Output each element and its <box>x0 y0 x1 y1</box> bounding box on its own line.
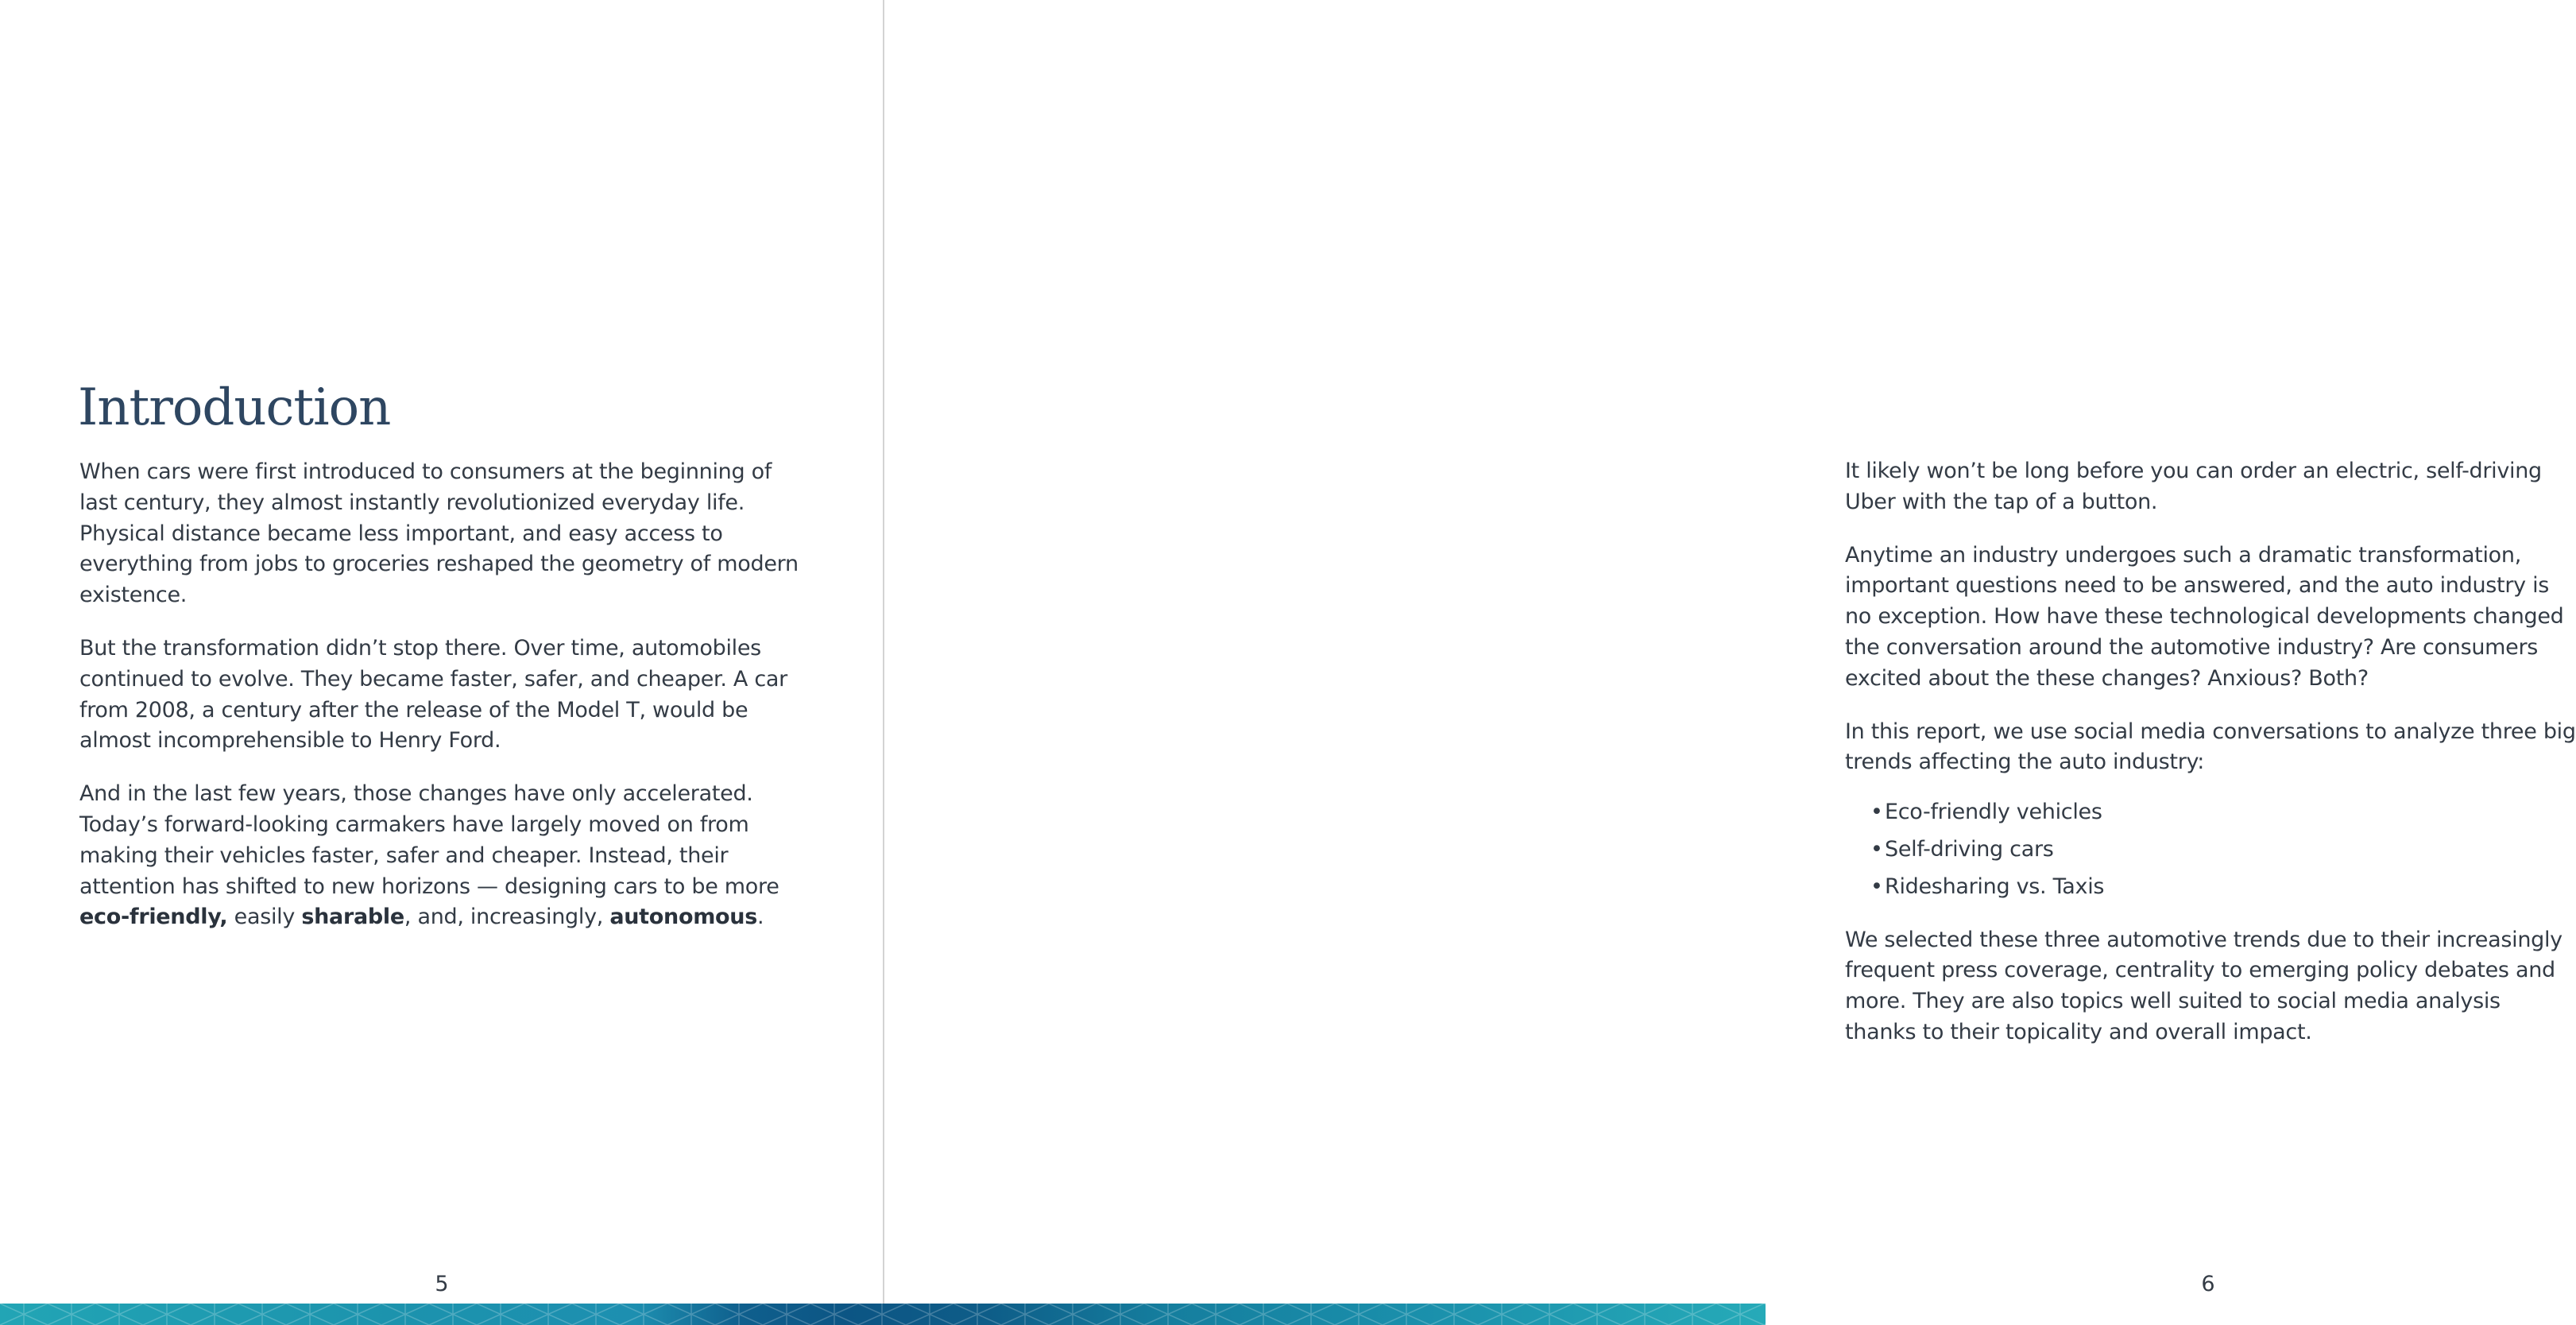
footer-decorative-band <box>0 1304 1766 1325</box>
list-item: •Ridesharing vs. Taxis <box>1870 872 2576 903</box>
paragraph: We selected these three automotive trends due to their increasingly frequent press coverage, centrality to emerging policy debates and more. They are also topics well suited to social media analysis thanks to their topicality and overall impact. <box>1845 927 2562 1044</box>
page-right <box>884 0 2576 1325</box>
right-body <box>1845 456 2576 1071</box>
bullet-icon: • <box>1870 874 1883 899</box>
page-title: Introduction <box>78 378 391 437</box>
paragraph-text: , and, increasingly, <box>404 905 610 930</box>
paragraph: When cars were first introduced to consumers at the beginning of last century, they almost instantly revolutionized everyday life. Physical distance became less important, and easy access to everything from jobs to groceries reshaped the geometry of modern existence. <box>79 459 799 608</box>
emphasis-eco-friendly: eco-friendly, <box>79 905 228 930</box>
trend-list <box>1845 797 2576 902</box>
list-item: •Self-driving cars <box>1870 835 2576 866</box>
page-left <box>0 0 884 1325</box>
emphasis-autonomous: autonomous <box>609 905 757 930</box>
paragraph: But the transformation didn’t stop there. Over time, automobiles continued to evolve. They became faster, safer, and cheaper. A car from 2008, a century after the release of the Model T, would be almost incomprehensible to Henry Ford. <box>79 635 787 754</box>
page-number-left: 5 <box>435 1272 449 1296</box>
bullet-icon: • <box>1870 836 1883 862</box>
bullet-icon: • <box>1870 800 1883 825</box>
paragraph-text: . <box>756 905 764 930</box>
paragraph: In this report, we use social media conversations to analyze three big trends affecting the auto industry: <box>1845 719 2576 775</box>
left-body <box>79 457 810 955</box>
emphasis-sharable: sharable <box>301 905 404 930</box>
paragraph: It likely won’t be long before you can order an electric, self-driving Uber with the tap of a button. <box>1845 459 2542 514</box>
page-number-right: 6 <box>2201 1272 2215 1296</box>
paragraph-text: And in the last few years, those changes have only accelerated. Today’s forward-looking carmakers have largely moved on from making their vehicles faster, safer and cheaper. Instead, their attention has shifted to new horizons — designing cars to be more <box>79 781 779 899</box>
footer-pattern <box>0 1304 1766 1325</box>
paragraph-text: easily <box>227 905 302 930</box>
list-item: •Eco-friendly vehicles <box>1870 797 2576 828</box>
paragraph: Anytime an industry undergoes such a dramatic transformation, important questions need to be answered, and the auto industry is no exception. How have these technological developments changed the conversation around the automotive industry? Are consumers excited about the these changes? Anxious? Both? <box>1845 542 2564 691</box>
paragraph-trends <box>79 779 810 933</box>
